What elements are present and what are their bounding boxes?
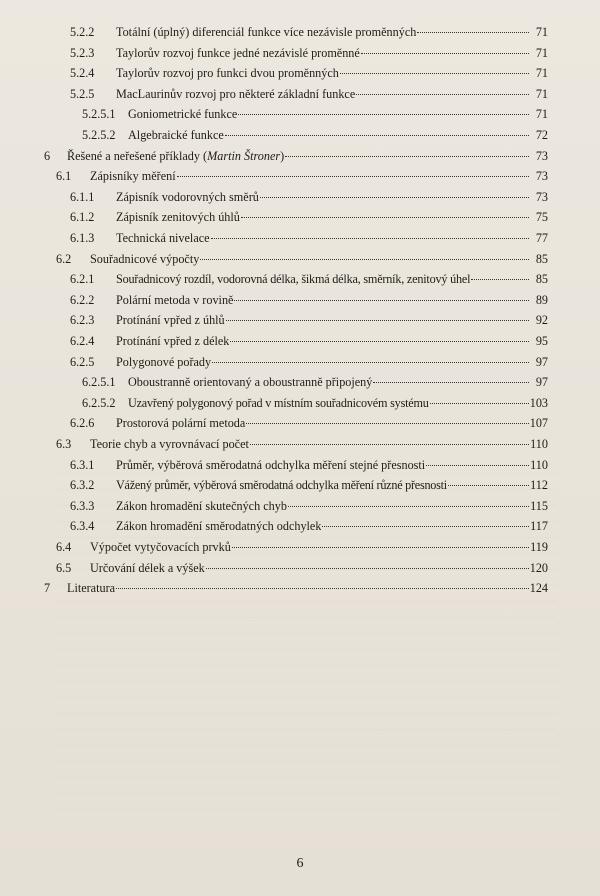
toc-number: 5.2.4 xyxy=(70,66,95,81)
dot-leader xyxy=(241,217,529,218)
dot-leader xyxy=(430,403,529,404)
toc-entry[interactable] xyxy=(56,539,548,555)
dot-leader xyxy=(361,53,529,54)
toc-page: 71 xyxy=(535,45,548,60)
toc-page: 97 xyxy=(535,375,548,390)
toc-entry[interactable] xyxy=(70,518,548,534)
toc-title: Totální (úplný) diferenciál funkce více nezávisle proměnných xyxy=(116,25,417,39)
toc-page: 119 xyxy=(530,540,548,554)
toc-entry[interactable] xyxy=(70,24,548,40)
dot-leader xyxy=(246,423,528,424)
toc-number: 6.3 xyxy=(56,437,72,451)
toc-number: 6.3.4 xyxy=(70,519,95,534)
toc-title: Uzavřený polygonový pořad v místním souřadnicovém systému xyxy=(128,395,429,410)
toc-page: 120 xyxy=(529,560,548,575)
toc-number: 6 xyxy=(44,148,51,163)
toc-entry[interactable] xyxy=(56,251,548,267)
toc-entry[interactable] xyxy=(70,415,548,431)
toc-entry[interactable] xyxy=(70,354,548,370)
toc-entry[interactable] xyxy=(82,127,548,143)
toc-page: 117 xyxy=(530,519,548,534)
toc-entry-chapter[interactable] xyxy=(44,580,548,596)
toc-entry[interactable] xyxy=(70,209,548,225)
dot-leader xyxy=(116,588,529,589)
toc-entry[interactable] xyxy=(70,312,548,328)
toc-number: 6.1.3 xyxy=(70,231,95,245)
toc-entry[interactable] xyxy=(70,498,548,514)
toc-number: 6.2.4 xyxy=(70,334,95,348)
toc-title: Určování délek a výšek xyxy=(90,560,205,575)
dot-leader xyxy=(206,568,529,569)
dot-leader xyxy=(471,279,529,280)
dot-leader xyxy=(356,94,529,95)
toc-number: 5.2.5 xyxy=(70,86,95,101)
toc-entry[interactable] xyxy=(82,374,548,390)
toc-number: 6.3.2 xyxy=(70,478,95,493)
toc-title: Zákon hromadění skutečných chyb xyxy=(116,498,287,513)
toc-number: 6.2.5 xyxy=(70,354,95,369)
toc-number: 6.2.6 xyxy=(70,416,95,431)
dot-leader xyxy=(322,526,529,527)
dot-leader xyxy=(448,485,529,486)
page-number: 6 xyxy=(296,856,304,871)
toc-title: Vážený průměr, výběrová směrodatná odchylka měření různé přesnosti xyxy=(116,478,447,493)
toc-title: Souřadnicové výpočty xyxy=(90,251,200,266)
toc-number: 5.2.5.1 xyxy=(82,107,116,122)
toc-page: 107 xyxy=(529,416,548,431)
dot-leader xyxy=(250,444,529,445)
toc-entry[interactable] xyxy=(70,271,548,287)
toc-entry[interactable] xyxy=(70,333,548,349)
toc-page: 73 xyxy=(535,148,548,163)
toc-page: 73 xyxy=(535,169,548,184)
toc-page: 110 xyxy=(530,457,548,472)
toc-title: Zápisník vodorovných směrů xyxy=(116,189,259,204)
toc-number: 6.2.5.1 xyxy=(82,375,116,390)
dot-leader xyxy=(225,135,529,136)
toc-number: 6.2.2 xyxy=(70,292,95,307)
dot-leader xyxy=(230,341,529,342)
toc-number: 6.1 xyxy=(56,169,72,184)
toc-title: Taylorův rozvoj pro funkci dvou proměnných xyxy=(116,66,339,81)
toc-page: 110 xyxy=(530,437,548,451)
toc-entry[interactable] xyxy=(82,106,548,122)
dot-leader xyxy=(226,320,529,321)
dot-leader xyxy=(177,176,529,177)
toc-title: Literatura xyxy=(67,581,116,596)
toc-number: 6.1.2 xyxy=(70,210,95,225)
toc-number: 5.2.5.2 xyxy=(82,128,116,142)
toc-title: Taylorův rozvoj funkce jedné nezávislé proměnné xyxy=(116,45,360,60)
toc-page: 73 xyxy=(535,189,548,204)
toc-page: 71 xyxy=(535,25,548,39)
toc-entry[interactable] xyxy=(70,477,548,493)
toc-page: 103 xyxy=(529,395,548,410)
toc-entry[interactable] xyxy=(70,292,548,308)
toc-page: 85 xyxy=(535,251,548,266)
toc-title: Algebraické funkce xyxy=(128,128,224,142)
toc-page: 115 xyxy=(530,498,548,513)
dot-leader xyxy=(417,32,529,33)
toc-title: Prostorová polární metoda xyxy=(116,416,246,431)
toc-title: Souřadnicový rozdíl, vodorovná délka, šikmá délka, směrník, zenitový úhel xyxy=(116,272,471,287)
toc-title: Polygonové pořady xyxy=(116,354,212,369)
toc-page: 89 xyxy=(535,292,548,307)
toc-number: 6.2.3 xyxy=(70,313,95,328)
toc-title: Protínání vpřed z úhlů xyxy=(116,313,225,328)
dot-leader xyxy=(340,73,529,74)
toc-page: 72 xyxy=(535,128,548,142)
toc-number: 5.2.3 xyxy=(70,45,95,60)
toc-number: 6.2.1 xyxy=(70,272,95,287)
toc-number: 6.5 xyxy=(56,560,72,575)
toc-title: Řešené a neřešené příklady (Martin Štroner) xyxy=(67,148,285,163)
toc-title: Oboustranně orientovaný a oboustranně připojený xyxy=(128,375,373,390)
dot-leader xyxy=(211,238,529,239)
toc-title: Zákon hromadění směrodatných odchylek xyxy=(116,519,322,534)
toc-title: MacLaurinův rozvoj pro některé základní funkce xyxy=(116,86,356,101)
toc-page: 112 xyxy=(530,478,548,493)
toc-page: 85 xyxy=(535,272,548,287)
toc-title: Polární metoda v rovině xyxy=(116,292,234,307)
dot-leader xyxy=(288,506,529,507)
paper-show-through xyxy=(56,458,556,838)
toc-entry[interactable] xyxy=(70,230,548,246)
toc-number: 6.3.3 xyxy=(70,498,95,513)
dot-leader xyxy=(212,362,529,363)
toc-page: 71 xyxy=(535,86,548,101)
toc-entry[interactable] xyxy=(70,86,548,102)
dot-leader xyxy=(373,382,529,383)
toc-number: 6.2 xyxy=(56,251,72,266)
toc-title: Protínání vpřed z délek xyxy=(116,334,230,348)
toc-entry[interactable] xyxy=(70,457,548,473)
toc-page: 95 xyxy=(535,334,548,348)
toc-title: Průměr, výběrová směrodatná odchylka měření stejné přesnosti xyxy=(116,457,426,472)
toc-page: 71 xyxy=(535,66,548,81)
toc-title: Technická nivelace xyxy=(116,231,210,245)
toc-page: 97 xyxy=(535,354,548,369)
toc-entry[interactable] xyxy=(82,395,548,411)
toc-entry[interactable] xyxy=(56,560,548,576)
dot-leader xyxy=(426,465,529,466)
toc-title: Goniometrické funkce xyxy=(128,107,238,122)
toc-number: 6.3.1 xyxy=(70,457,95,472)
dot-leader xyxy=(200,259,529,260)
toc-page: 75 xyxy=(535,210,548,225)
dot-leader xyxy=(234,300,529,301)
toc-page: 71 xyxy=(535,107,548,122)
toc-number: 6.2.5.2 xyxy=(82,395,116,410)
toc-number: 5.2.2 xyxy=(70,25,95,39)
dot-leader xyxy=(260,197,529,198)
toc-number: 6.4 xyxy=(56,540,72,554)
toc-entry[interactable] xyxy=(70,189,548,205)
toc-entry-chapter[interactable] xyxy=(44,148,548,164)
toc-page: 92 xyxy=(535,313,548,328)
dot-leader xyxy=(285,156,529,157)
toc-entry[interactable] xyxy=(56,168,548,184)
toc-title: Teorie chyb a vyrovnávací počet xyxy=(90,437,249,451)
toc-title: Výpočet vytyčovacích prvků xyxy=(90,540,231,554)
toc-number: 6.1.1 xyxy=(70,189,95,204)
toc-page: 77 xyxy=(535,231,548,245)
toc-number: 7 xyxy=(44,581,51,596)
author-name: Martin Štroner xyxy=(207,148,281,163)
toc-title: Zápisník zenitových úhlů xyxy=(116,210,240,225)
toc-page: 124 xyxy=(529,581,548,596)
dot-leader xyxy=(238,114,529,115)
dot-leader xyxy=(232,547,529,548)
toc-entry[interactable] xyxy=(70,45,548,61)
toc-entry[interactable] xyxy=(70,65,548,81)
toc-entry[interactable] xyxy=(56,436,548,452)
toc-title: Zápisníky měření xyxy=(90,169,176,184)
